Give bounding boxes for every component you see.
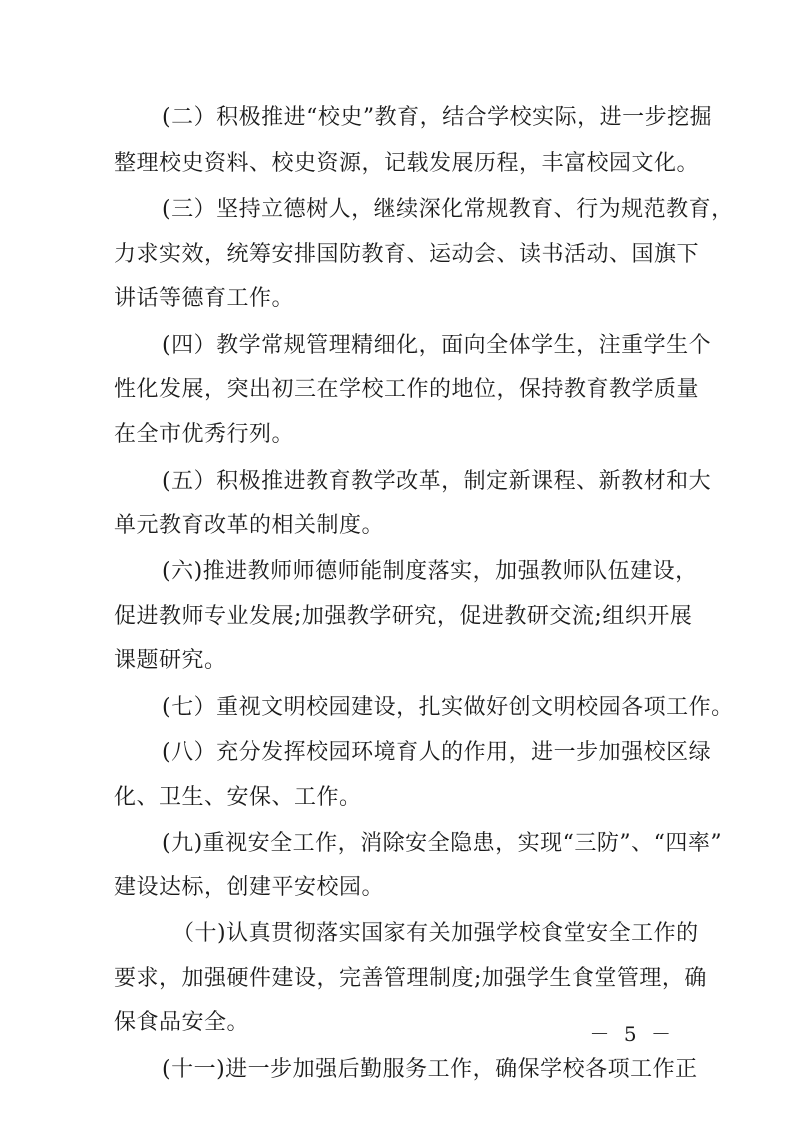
paragraph-4-line-2: 性化发展，突出初三在学校工作的地位，保持教育教学质量 bbox=[114, 377, 700, 402]
paragraph-11-line-1: (十一)进一步加强后勤服务工作，确保学校各项工作正 bbox=[162, 1057, 698, 1082]
paragraph-10-line-2: 要求，加强硬件建设，完善管理制度;加强学生食堂管理，确 bbox=[114, 966, 707, 991]
paragraph-6-line-1: (六)推进教师师德师能制度落实，加强教师队伍建设， bbox=[162, 559, 698, 584]
paragraph-5-line-2: 单元教育改革的相关制度。 bbox=[114, 513, 385, 538]
paragraph-3-line-2: 力求实效，统筹安排国防教育、运动会、读书活动、国旗下 bbox=[114, 242, 700, 267]
paragraph-9-line-1: (九)重视安全工作，消除安全隐患，实现“三防”、“四率” bbox=[162, 831, 723, 856]
paragraph-8-line-1: (八）充分发挥校园环境育人的作用，进一步加强校区绿 bbox=[162, 740, 712, 765]
paragraph-9-line-2: 建设达标，创建平安校园。 bbox=[114, 875, 385, 900]
paragraph-6-line-2: 促进教师专业发展;加强教学研究，促进教研交流;组织开展 bbox=[114, 604, 693, 629]
paragraph-7-line-1: (七）重视文明校园建设，扎实做好创文明校园各项工作。 bbox=[162, 695, 734, 720]
paragraph-10-line-1: （十)认真贯彻落实国家有关加强学校食堂安全工作的 bbox=[172, 921, 699, 946]
paragraph-4-line-1: (四）教学常规管理精细化，面向全体学生，注重学生个 bbox=[162, 333, 712, 358]
page-number: － 5 － bbox=[589, 1022, 675, 1046]
paragraph-2-line-1: (二）积极推进“校史”教育，结合学校实际，进一步挖掘 bbox=[162, 105, 713, 130]
paragraph-5-line-1: (五）积极推进教育教学改革，制定新课程、新教材和大 bbox=[162, 469, 712, 494]
paragraph-10-line-3: 保食品安全。 bbox=[114, 1010, 250, 1035]
paragraph-8-line-2: 化、卫生、安保、工作。 bbox=[114, 785, 362, 810]
paragraph-3-line-1: (三）坚持立德树人，继续深化常规教育、行为规范教育， bbox=[162, 197, 734, 222]
paragraph-2-line-2: 整理校史资料、校史资源，记载发展历程，丰富校园文化。 bbox=[114, 151, 700, 176]
paragraph-3-line-3: 讲话等德育工作。 bbox=[114, 286, 295, 311]
paragraph-4-line-3: 在全市优秀行列。 bbox=[114, 422, 295, 447]
paragraph-6-line-3: 课题研究。 bbox=[114, 648, 227, 673]
